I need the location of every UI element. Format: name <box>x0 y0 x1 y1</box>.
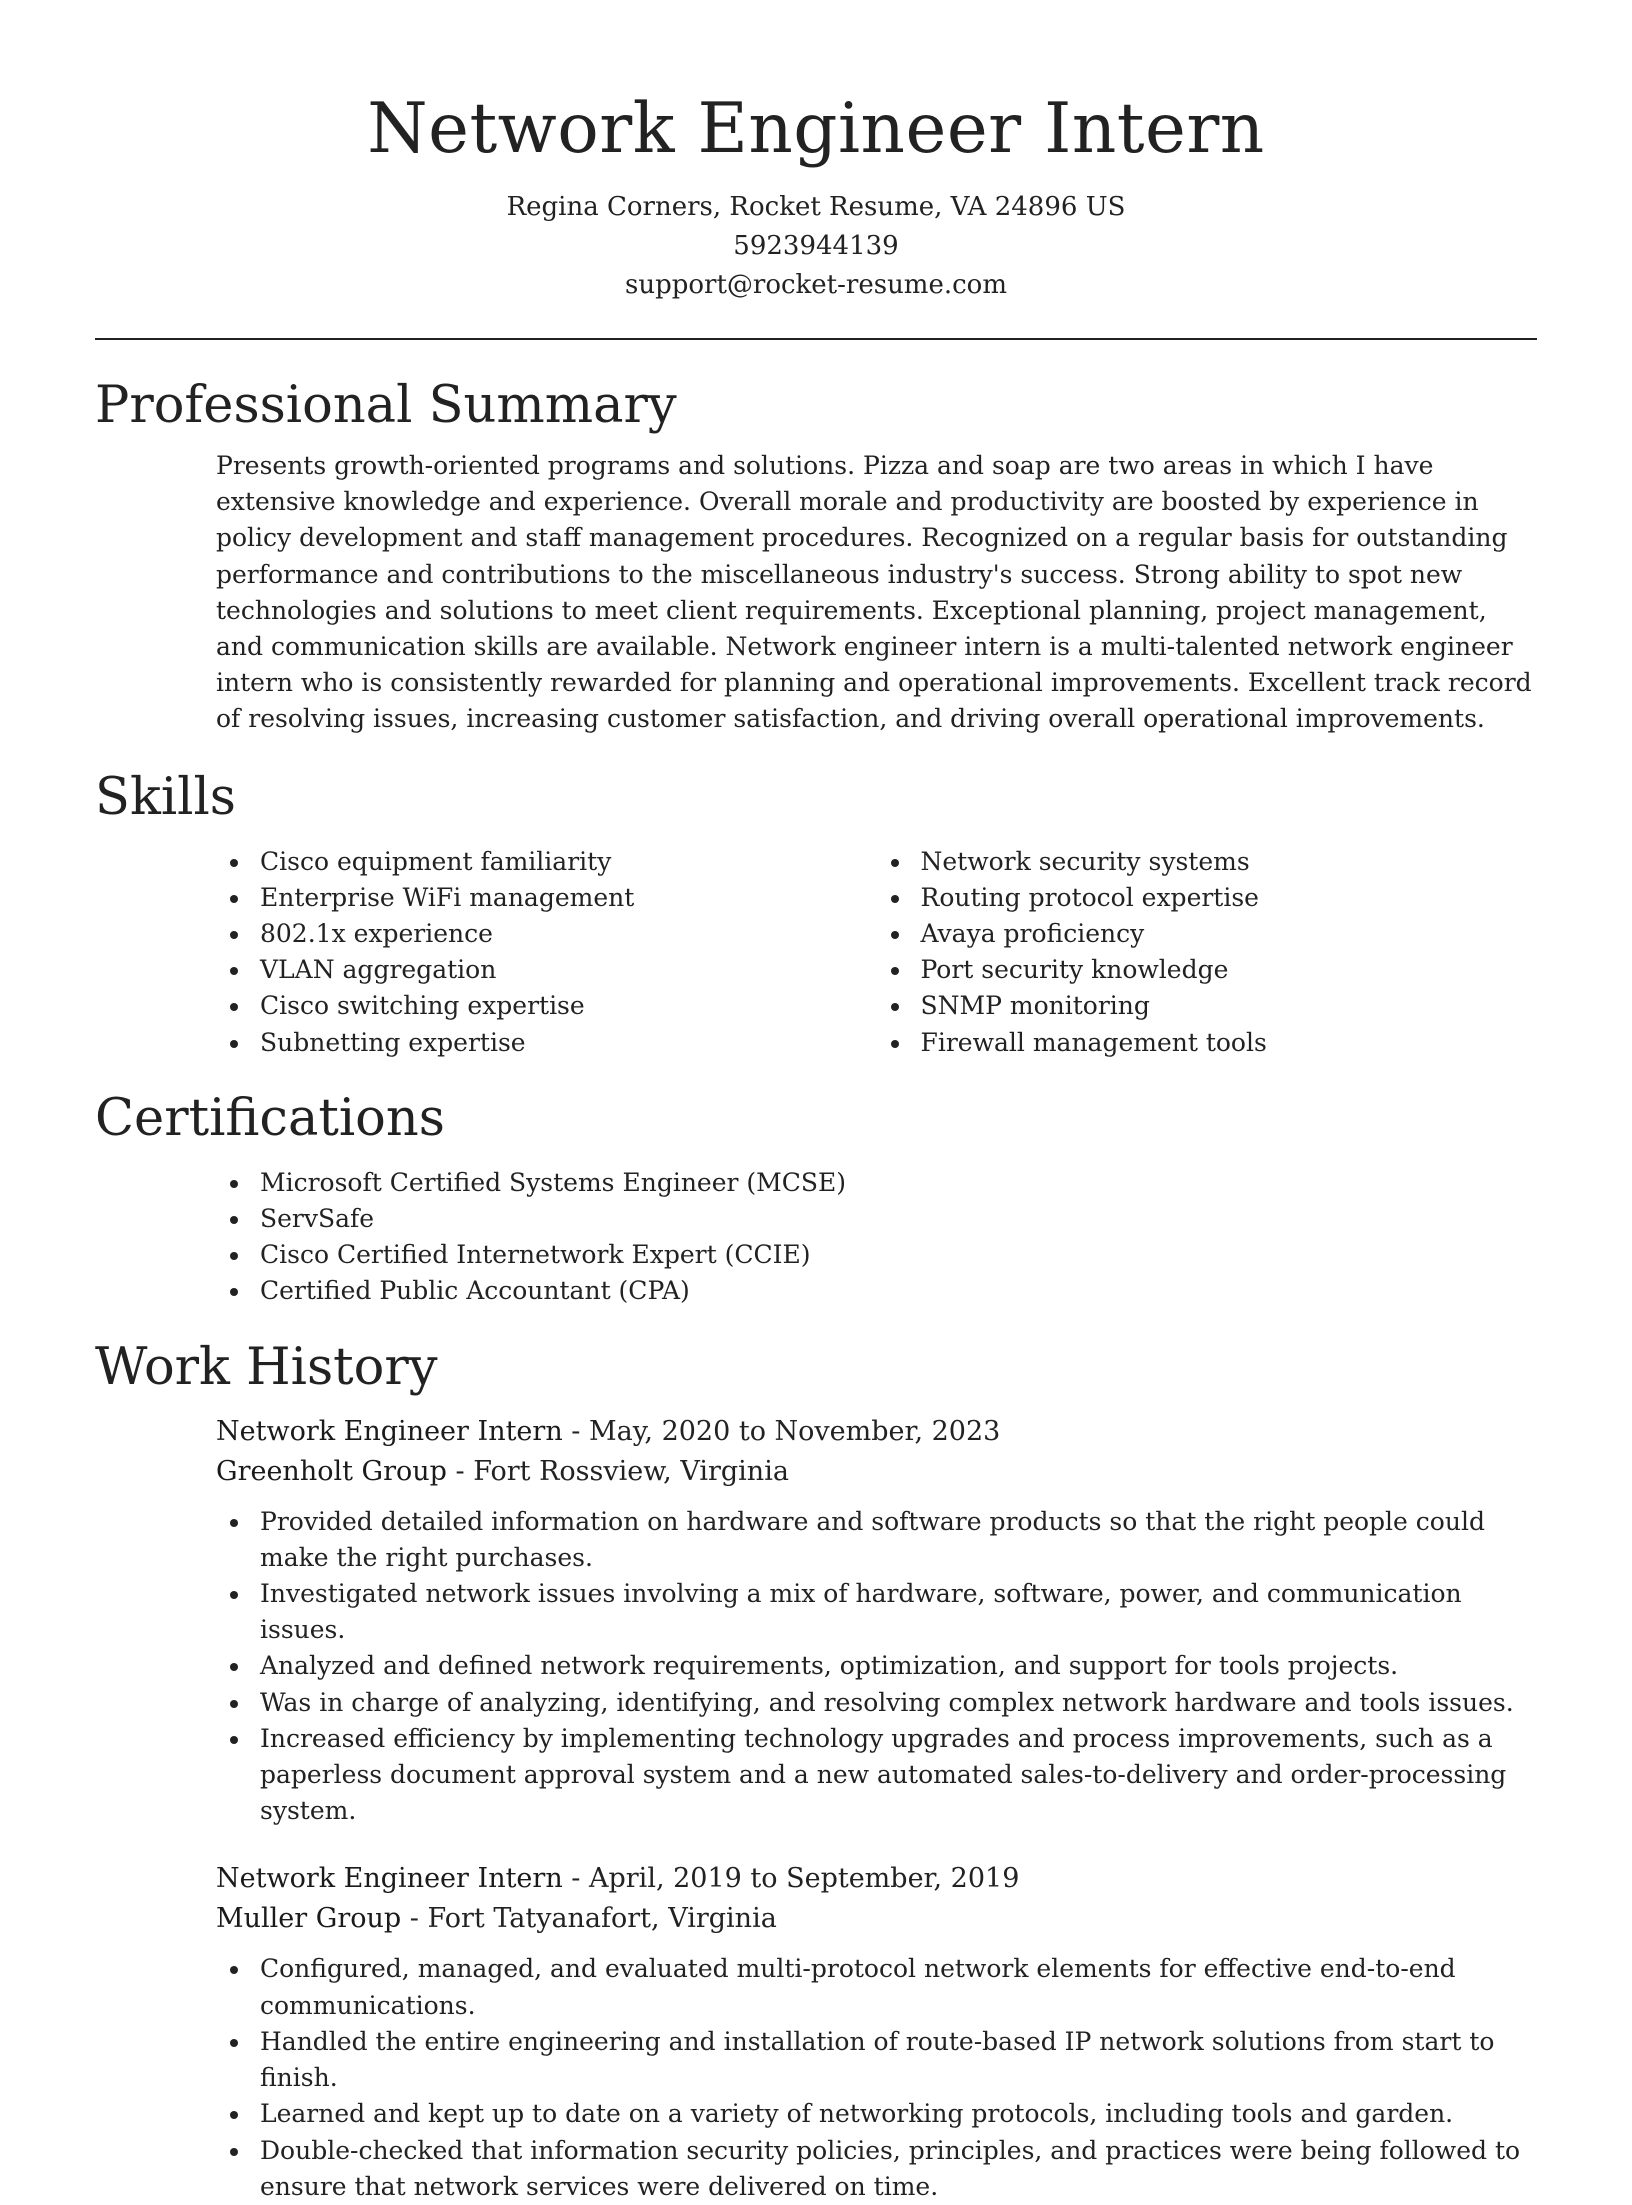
job-company: Greenholt Group <box>216 1455 447 1487</box>
certifications-list <box>216 1165 1537 1310</box>
work-history-section <box>95 1336 1537 2205</box>
skill-item: Routing protocol expertise <box>921 880 1538 916</box>
job-title: Network Engineer Intern <box>216 1863 563 1895</box>
job-bullet: Investigated network issues involving a mix of hardware, software, power, and communication issues. <box>260 1576 1537 1648</box>
skill-item: Subnetting expertise <box>260 1025 877 1061</box>
contact-address: Regina Corners, Rocket Resume, VA 24896 US <box>506 192 1126 222</box>
skill-item: Firewall management tools <box>921 1025 1538 1061</box>
summary-section <box>95 374 1537 738</box>
skill-item: SNMP monitoring <box>921 988 1538 1024</box>
job-entry <box>95 1412 1537 1830</box>
job-entry <box>95 1859 1537 2204</box>
skills-grid <box>95 844 1537 1061</box>
skill-item: 802.1x experience <box>260 916 877 952</box>
certification-item: ServSafe <box>260 1201 1537 1237</box>
job-title-line <box>216 1859 1537 1899</box>
job-location: - Fort Tatyanafort, Virginia <box>401 1903 777 1935</box>
skill-item: Port security knowledge <box>921 952 1538 988</box>
job-bullet: Double-checked that information security policies, principles, and practices were being followed to ensure that network services were delivered on time. <box>260 2133 1537 2205</box>
skill-item: Avaya proficiency <box>921 916 1538 952</box>
job-dates: - April, 2019 to September, 2019 <box>562 1863 1020 1895</box>
skills-section <box>95 766 1537 1061</box>
job-title-line <box>216 1412 1537 1452</box>
job-bullet: Was in charge of analyzing, identifying, and resolving complex network hardware and tools issues. <box>260 1685 1537 1721</box>
skills-list-right <box>877 844 1538 1061</box>
summary-heading: Professional Summary <box>95 376 677 435</box>
job-bullet: Analyzed and defined network requirements, optimization, and support for tools projects. <box>260 1648 1537 1684</box>
header-divider <box>95 338 1537 340</box>
job-bullet: Learned and kept up to date on a variety of networking protocols, including tools and garden. <box>260 2096 1537 2132</box>
job-bullets <box>216 1951 1537 2204</box>
skill-item: Enterprise WiFi management <box>260 880 877 916</box>
work-history-heading: Work History <box>95 1337 438 1397</box>
job-dates: - May, 2020 to November, 2023 <box>562 1415 1001 1447</box>
certification-item: Microsoft Certified Systems Engineer (MCSE) <box>260 1165 1537 1201</box>
job-location: - Fort Rossview, Virginia <box>446 1455 789 1487</box>
certification-item: Cisco Certified Internetwork Expert (CCIE) <box>260 1237 1537 1273</box>
contact-phone: 5923944139 <box>733 231 899 261</box>
skills-list-left <box>216 844 877 1061</box>
job-company: Muller Group <box>216 1903 402 1935</box>
job-bullet: Configured, managed, and evaluated multi-protocol network elements for effective end-to-end communications. <box>260 1951 1537 2023</box>
skills-heading: Skills <box>95 767 236 827</box>
job-bullet: Handled the entire engineering and installation of route-based IP network solutions from start to finish. <box>260 2024 1537 2096</box>
contact-info <box>95 188 1537 305</box>
contact-email: support@rocket-resume.com <box>624 270 1007 300</box>
job-bullet: Provided detailed information on hardware and software products so that the right people could make the right purchases. <box>260 1504 1537 1576</box>
skill-item: Network security systems <box>921 844 1538 880</box>
summary-text: Presents growth-oriented programs and solutions. Pizza and soap are two areas in which I have extensive knowledge and experience. Overall morale and productivity are boosted by experience in policy development and staff management procedures. Recognized on a regular basis for outstanding performance and contributions to the miscellaneous industry's success. Strong ability to spot new technologies and solutions to meet client requirements. Exceptional planning, project management, and communication skills are available. Network engineer intern is a multi-talented network engineer intern who is consistently rewarded for planning and operational improvements. Excellent track record of resolving issues, increasing customer satisfaction, and driving overall operational improvements. <box>216 451 1532 734</box>
job-bullet: Increased efficiency by implementing technology upgrades and process improvements, such as a paperless document approval system and a new automated sales-to-delivery and order-processing system. <box>260 1721 1537 1830</box>
resume-header <box>95 0 1537 305</box>
candidate-name: Network Engineer Intern <box>367 89 1265 169</box>
certifications-heading: Certifications <box>95 1088 445 1148</box>
job-bullets <box>216 1504 1537 1830</box>
job-company-line <box>216 1452 1537 1492</box>
certification-item: Certified Public Accountant (CPA) <box>260 1273 1537 1309</box>
certifications-container <box>95 1165 1537 1310</box>
job-title: Network Engineer Intern <box>216 1415 563 1447</box>
skill-item: Cisco equipment familiarity <box>260 844 877 880</box>
certifications-section <box>95 1087 1537 1310</box>
job-company-line <box>216 1899 1537 1939</box>
skill-item: Cisco switching expertise <box>260 988 877 1024</box>
skill-item: VLAN aggregation <box>260 952 877 988</box>
